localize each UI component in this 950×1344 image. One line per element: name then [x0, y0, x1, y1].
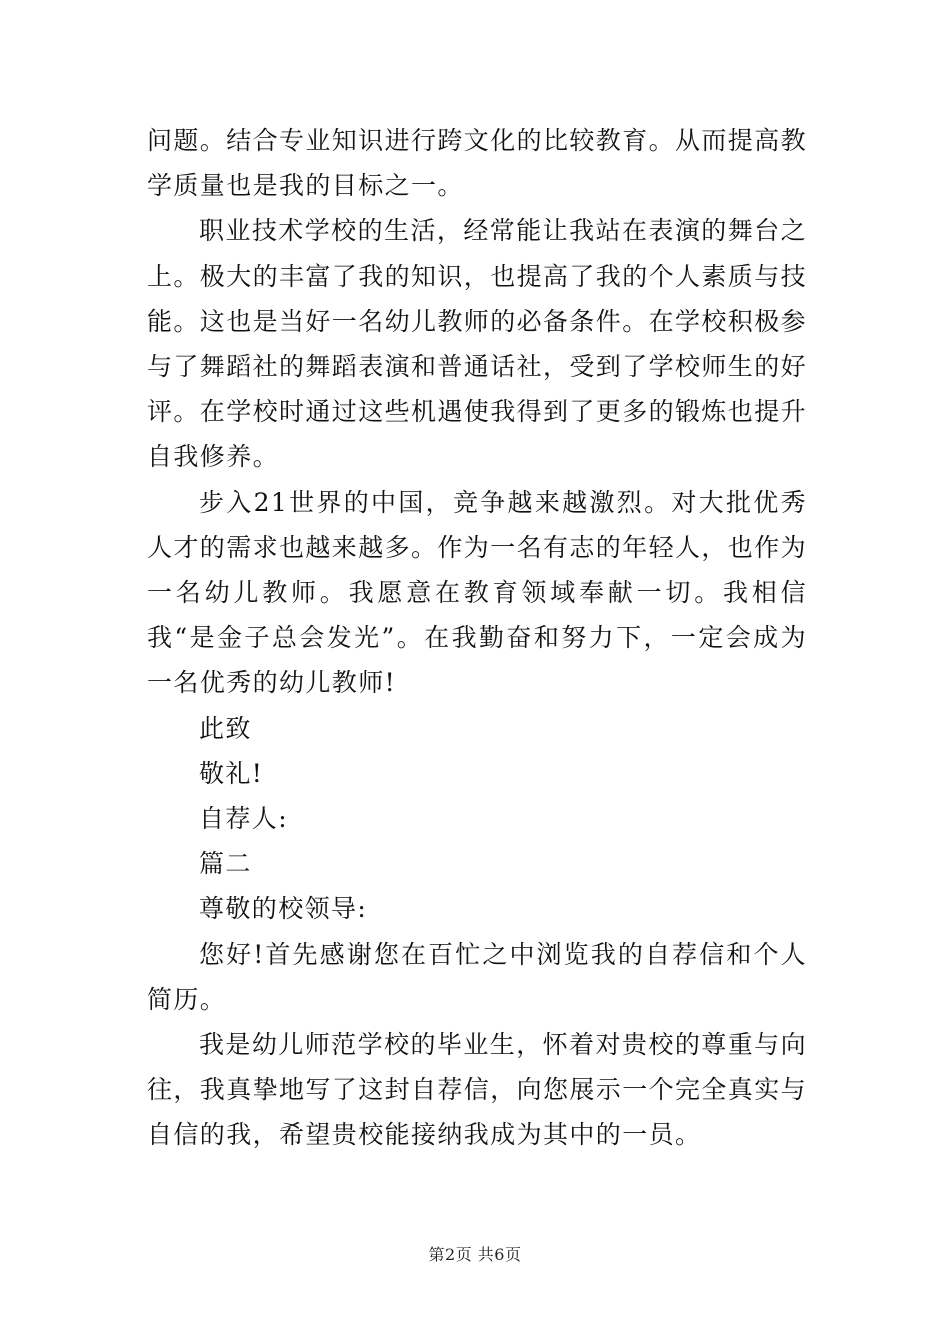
document-body: [147, 118, 807, 1158]
signature-label: 自荐人:: [199, 804, 289, 834]
salutation: 尊敬的校领导:: [199, 894, 368, 924]
section-heading: 篇二: [199, 849, 252, 879]
closing-salute: 敬礼!: [199, 758, 264, 788]
closing-line: 此致: [199, 713, 252, 743]
page-number-footer: 第2页 共6页: [428, 1245, 522, 1264]
paragraph: 您好!首先感谢您在百忙之中浏览我的自荐信和个人简历。: [147, 939, 807, 1014]
paragraph: 我是幼儿师范学校的毕业生，怀着对贵校的尊重与向往，我真挚地写了这封自荐信，向您展示一个完全真实与自信的我，希望贵校能接纳我成为其中的一员。: [147, 1030, 808, 1150]
paragraph: 问题。结合专业知识进行跨文化的比较教育。从而提高教学质量也是我的目标之一。: [147, 126, 808, 201]
paragraph: 步入21世界的中国，竞争越来越激烈。对大批优秀人才的需求也越来越多。作为一名有志的年轻人，也作为一名幼儿教师。我愿意在教育领域奉献一切。我相信我“是金子总会发光”。在我勤奋和努力下，一定会成为一名优秀的幼儿教师!: [147, 487, 808, 698]
paragraph: 职业技术学校的生活，经常能让我站在表演的舞台之上。极大的丰富了我的知识，也提高了我的个人素质与技能。这也是当好一名幼儿教师的必备条件。在学校积极参与了舞蹈社的舞蹈表演和普通话社，受到了学校师生的好评。在学校时通过这些机遇使我得到了更多的锻炼也提升自我修养。: [147, 216, 808, 472]
